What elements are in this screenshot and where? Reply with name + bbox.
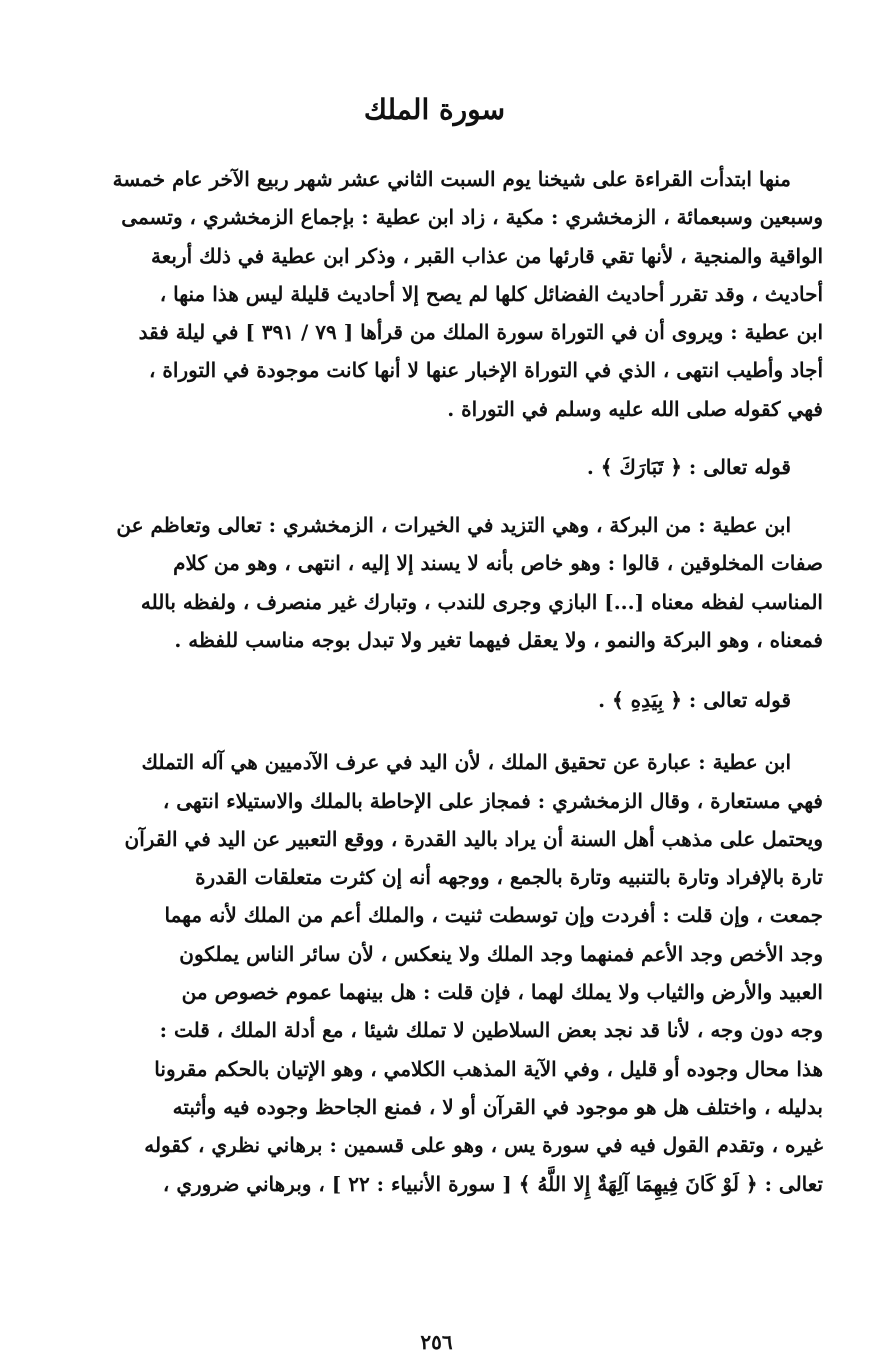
text-line: المناسب لفظه معناه [...] البازي وجرى للندب ، وتبارك غير منصرف ، ولفظه بالله: [140, 589, 823, 614]
text-line: بدليله ، واختلف هل هو موجود في القرآن أو لا ، فمنع الجاحظ وجوده فيه وأثبته: [172, 1094, 823, 1119]
text-line: فهي مستعارة ، وقال الزمخشري : فمجاز على الإحاطة بالملك والاستيلاء انتهى ،: [162, 788, 823, 813]
text-line: هذا محال وجوده أو قليل ، وفي الآية المذهب الكلامي ، وهو الإتيان بالحكم مقرونا: [154, 1056, 823, 1081]
surah-title: سورة الملك: [363, 93, 506, 126]
text-line: تارة بالإفراد وتارة بالتنبيه وتارة بالجمع ، ووجهه أنه إن كثرت متعلقات القدرة: [195, 865, 823, 890]
text-line: تعالى : ﴿ لَوْ كَانَ فِيهِمَا آلِهَةٌ إِلا اللَّهُ ﴾ [ سورة الأنبياء : ٢٢ ] ، وبرهاني ضروري ،: [162, 1171, 823, 1196]
text-line: وجد الأخص وجد الأعم فمنهما وجد الملك ولا ينعكس ، لأن سائر الناس يملكون: [179, 941, 823, 966]
text-line: وسبعين وسبعمائة ، الزمخشري : مكية ، زاد ابن عطية : بإجماع الزمخشري ، وتسمى: [121, 205, 823, 230]
text-line: فهي كقوله صلى الله عليه وسلم في التوراة .: [447, 396, 823, 421]
text-line: وجه دون وجه ، لأنا قد نجد بعض السلاطين لا تملك شيئا ، مع أدلة الملك ، قلت :: [159, 1018, 823, 1043]
text-line: أجاد وأطيب انتهى ، الذي في التوراة الإخبار عنها لا أنها كانت موجودة في التوراة ،: [149, 358, 823, 383]
text-line: ابن عطية : ويروى أن في التوراة سورة الملك من قرأها [ ٧٩ / ٣٩١ ] في ليلة فقد: [138, 320, 823, 345]
text-line: صفات المخلوقين ، قالوا : وهو خاص بأنه لا يسند إلا إليه ، انتهى ، وهو من كلام: [173, 551, 823, 576]
text-line: الواقية والمنجية ، لأنها تقي قارئها من عذاب القبر ، وذكر ابن عطية في ذلك أربعة: [150, 243, 823, 268]
text-line: ويحتمل على مذهب أهل السنة أن يراد باليد القدرة ، ووقع التعبير عن اليد في القرآن: [124, 826, 823, 851]
text-line: منها ابتدأت القراءة على شيخنا يوم السبت الثاني عشر شهر ربيع الآخر عام خمسة: [112, 167, 791, 191]
commentary-paragraph-biyadihi: [46, 743, 823, 1203]
text-line: العبيد والأرض والثياب ولا يملك لهما ، فإن قلت : هل بينهما عموم خصوص من: [181, 980, 823, 1005]
commentary-paragraph-tabarak: [46, 506, 823, 659]
verse-heading-tabarak: قوله تعالى : ﴿ تَبَارَكَ ﴾ .: [586, 455, 791, 480]
intro-paragraph: [46, 160, 823, 428]
text-line: غيره ، وتقدم القول فيه في سورة يس ، وهو على قسمين : برهاني نظري ، كقوله: [144, 1133, 823, 1158]
page-number: ٢٥٦: [420, 1330, 453, 1354]
verse-heading-biyadihi: قوله تعالى : ﴿ بِيَدِهِ ﴾ .: [598, 688, 791, 713]
text-line: جمعت ، وإن قلت : أفردت وإن توسطت ثنيت ، والملك أعم من الملك لأنه مهما: [164, 903, 823, 928]
text-line: أحاديث ، وقد تقرر أحاديث الفضائل كلها لم يصح إلا أحاديث قليلة ليس هذا منها ،: [159, 281, 823, 306]
text-line: ابن عطية : عبارة عن تحقيق الملك ، لأن اليد في عرف الآدميين هي آله التملك: [141, 750, 791, 775]
text-line: فمعناه ، وهو البركة والنمو ، ولا يعقل فيهما تغير ولا تبدل بوجه مناسب للفظه .: [174, 627, 823, 652]
text-line: ابن عطية : من البركة ، وهي التزيد في الخيرات ، الزمخشري : تعالى وتعاظم عن: [116, 513, 791, 538]
